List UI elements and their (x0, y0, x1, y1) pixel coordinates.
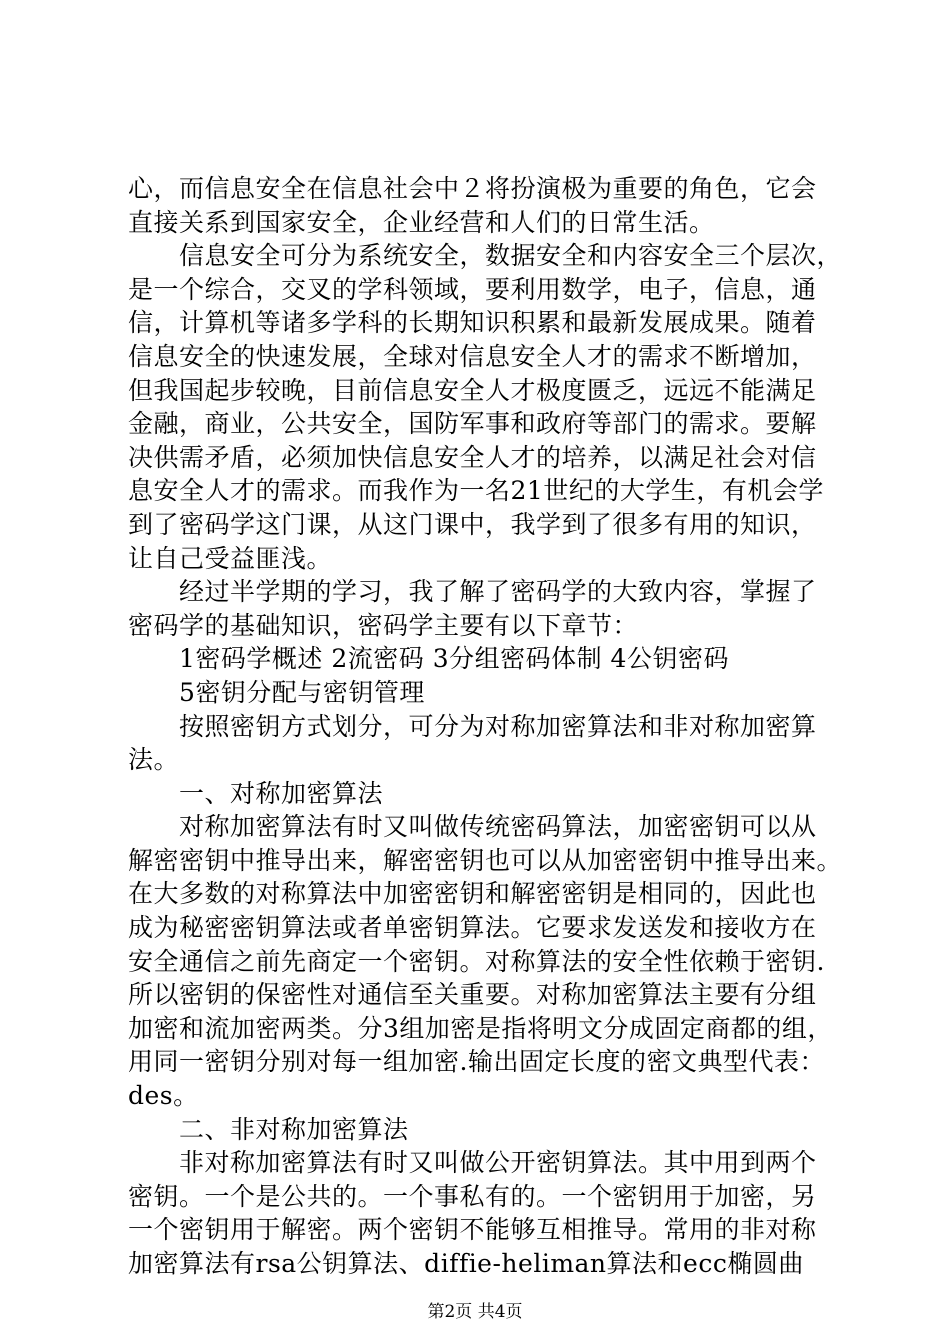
text-line: 信，计算机等诸多学科的长期知识积累和最新发展成果。随着 (128, 308, 817, 338)
body-text (128, 172, 843, 1281)
text-line: 让自己受益匪浅。 (128, 543, 333, 573)
text-line: 成为秘密密钥算法或者单密钥算法。它要求发送发和接收方在 (128, 913, 817, 943)
text-line: 加密和流加密两类。分3组加密是指将明文分成固定商都的组， (128, 1013, 833, 1043)
text-line: 信息安全可分为系统安全，数据安全和内容安全三个层次， (128, 241, 843, 271)
page-number: 第2页 共4页 (427, 1302, 523, 1322)
text-line: 用同一密钥分别对每一组加密.输出固定长度的密文典型代表： (128, 1047, 825, 1077)
text-line: 信息安全的快速发展，全球对信息安全人才的需求不断增加， (128, 341, 817, 371)
section-heading-asymmetric: 二、非对称加密算法 (128, 1114, 409, 1144)
text-line: 法。 (128, 745, 180, 775)
text-line: 一个密钥用于解密。两个密钥不能够互相推导。常用的非对称 (128, 1215, 817, 1245)
chapter-list-line: 5密钥分配与密钥管理 (128, 677, 425, 707)
text-line: 心，而信息安全在信息社会中２将扮演极为重要的角色，它会 (128, 174, 817, 203)
text-line: 所以密钥的保密性对通信至关重要。对称加密算法主要有分组 (128, 980, 817, 1010)
text-line: 解密密钥中推导出来，解密密钥也可以从加密密钥中推导出来。 (128, 845, 843, 875)
text-line: 加密算法有rsa公钥算法、diffie-heliman算法和ecc椭圆曲 (128, 1249, 804, 1278)
text-line: 但我国起步较晚，目前信息安全人才极度匮乏，远远不能满足 (128, 375, 817, 405)
text-line: 金融，商业，公共安全，国防军事和政府等部门的需求。要解 (128, 409, 817, 439)
section-heading-symmetric: 一、对称加密算法 (128, 778, 384, 808)
text-line: 密码学的基础知识，密码学主要有以下章节： (128, 610, 639, 640)
text-line: 是一个综合，交叉的学科领域，要利用数学，电子，信息，通 (128, 274, 817, 304)
text-line: 非对称加密算法有时又叫做公开密钥算法。其中用到两个 (128, 1148, 817, 1178)
text-line: 到了密码学这门课，从这门课中，我学到了很多有用的知识， (128, 509, 817, 539)
text-line: 经过半学期的学习，我了解了密码学的大致内容，掌握了 (128, 577, 817, 607)
text-line: 密钥。一个是公共的。一个事私有的。一个密钥用于加密，另 (128, 1181, 817, 1211)
chapter-list-line: 1密码学概述 2流密码 3分组密码体制 4公钥密码 (128, 644, 729, 674)
text-line: 安全通信之前先商定一个密钥。对称算法的安全性依赖于密钥. (128, 946, 825, 976)
text-line: 对称加密算法有时又叫做传统密码算法，加密密钥可以从 (128, 812, 817, 842)
text-line: 直接关系到国家安全，企业经营和人们的日常生活。 (128, 207, 715, 237)
text-line: 息安全人才的需求。而我作为一名21世纪的大学生，有机会学 (128, 476, 824, 506)
text-line: 决供需矛盾，必须加快信息安全人才的培养，以满足社会对信 (128, 442, 817, 472)
text-line: des。 (128, 1081, 199, 1111)
text-line: 在大多数的对称算法中加密密钥和解密密钥是相同的，因此也 (128, 879, 817, 909)
page-footer (0, 1302, 950, 1322)
text-line: 按照密钥方式划分，可分为对称加密算法和非对称加密算 (128, 711, 817, 741)
